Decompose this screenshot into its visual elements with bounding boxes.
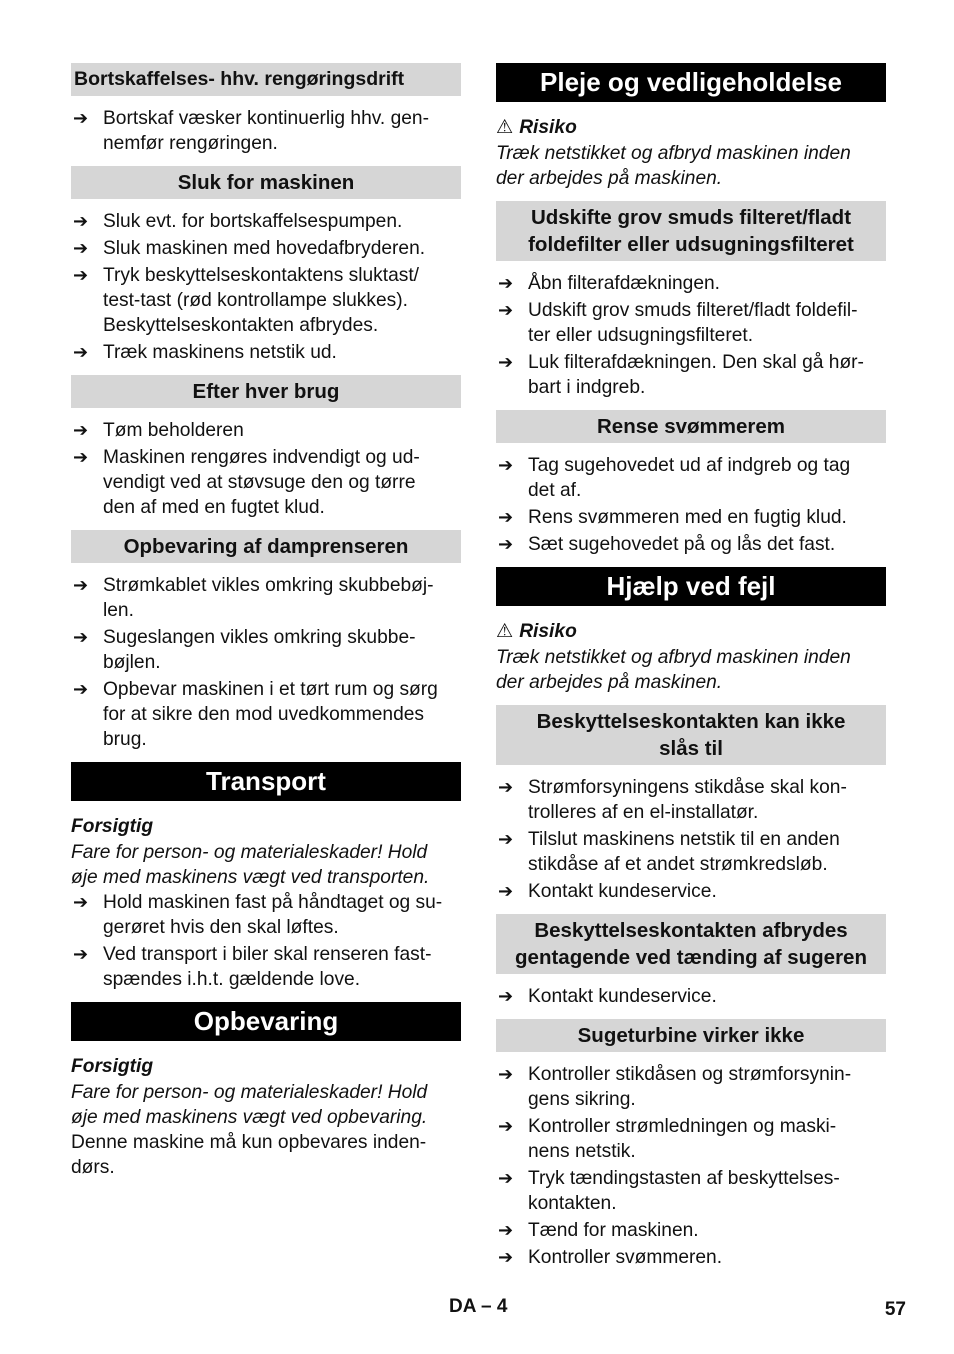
- list-item-text: Kontakt kundeservice.: [528, 881, 717, 902]
- arrow-right-icon: ➔: [73, 892, 89, 912]
- list-item-text: Strømforsyningens stikdåse skal kon- trolleres af en el-installatør.: [528, 777, 847, 823]
- list-item: [496, 1114, 886, 1164]
- list-item: [71, 573, 461, 623]
- list-item: [496, 879, 886, 904]
- list-item: [496, 532, 886, 557]
- list-item: [71, 209, 461, 234]
- list-item-text: Tryk tændingstasten af beskyttelses- kontakten.: [528, 1168, 840, 1214]
- list-item: [496, 1062, 886, 1112]
- arrow-right-icon: ➔: [73, 679, 89, 699]
- arrow-right-icon: ➔: [73, 238, 89, 258]
- list-item: [71, 625, 461, 675]
- heading-transport: Transport: [71, 762, 461, 801]
- arrow-right-icon: ➔: [498, 1116, 514, 1136]
- list-item: [496, 984, 886, 1009]
- storage-note: Denne maskine må kun opbevares inden- dørs.: [71, 1132, 427, 1178]
- list-item-text: Tryk beskyttelseskontaktens sluktast/ test-tast (rød kontrollampe slukkes). Beskyttelseskontakten afbrydes.: [103, 265, 420, 336]
- list-item-text: Strømkablet vikles omkring skubbebøj- len.: [103, 575, 434, 621]
- arrow-right-icon: ➔: [498, 300, 514, 320]
- arrow-right-icon: ➔: [498, 352, 514, 372]
- warning-triangle-icon: ⚠: [496, 117, 514, 138]
- heading-turbine: Sugeturbine virker ikke: [496, 1019, 886, 1052]
- arrow-right-icon: ➔: [498, 777, 514, 797]
- arrow-right-icon: ➔: [498, 1220, 514, 1240]
- list-item: [71, 445, 461, 520]
- heading-clean-float: Rense svømmerem: [496, 410, 886, 443]
- list-switch-wont-turn-on: [496, 775, 886, 904]
- list-item: [496, 1218, 886, 1243]
- list-disposal: [71, 106, 461, 156]
- heading-switch-trips: Beskyttelseskontakten afbrydes gentagende ved tænding af sugeren: [496, 914, 886, 974]
- list-item-text: Kontroller stikdåsen og strømforsynin- gens sikring.: [528, 1064, 852, 1110]
- list-item: [496, 1245, 886, 1270]
- list-switch-trips: [496, 984, 886, 1009]
- list-item-text: Sugeslangen vikles omkring skubbe- bøjlen.: [103, 627, 416, 673]
- arrow-right-icon: ➔: [498, 455, 514, 475]
- heading-after-use: Efter hver brug: [71, 375, 461, 408]
- list-item: [496, 350, 886, 400]
- list-item: [71, 890, 461, 940]
- arrow-right-icon: ➔: [73, 211, 89, 231]
- list-item: [71, 942, 461, 992]
- arrow-right-icon: ➔: [73, 575, 89, 595]
- arrow-right-icon: ➔: [498, 881, 514, 901]
- arrow-right-icon: ➔: [498, 1168, 514, 1188]
- heading-replace-filter: Udskifte grov smuds filteret/fladt foldefilter eller udsugningsfilteret: [496, 201, 886, 261]
- right-column: [496, 63, 886, 1280]
- list-item-text: Sluk evt. for bortskaffelsespumpen.: [103, 211, 403, 232]
- arrow-right-icon: ➔: [73, 627, 89, 647]
- list-item-text: Opbevar maskinen i et tørt rum og sørg for at sikre den mod uvedkommendes brug.: [103, 679, 438, 750]
- list-item: [496, 775, 886, 825]
- caution-text-transport: Fare for person- og materialeskader! Hold øje med maskinens vægt ved transporten.: [71, 842, 430, 888]
- arrow-right-icon: ➔: [498, 507, 514, 527]
- arrow-right-icon: ➔: [498, 534, 514, 554]
- arrow-right-icon: ➔: [73, 447, 89, 467]
- list-item-text: Rens svømmeren med en fugtig klud.: [528, 507, 847, 528]
- list-item: [71, 418, 461, 443]
- arrow-right-icon: ➔: [498, 829, 514, 849]
- heading-troubleshooting: Hjælp ved fejl: [496, 567, 886, 606]
- heading-switch-wont-turn-on: Beskyttelseskontakten kan ikke slås til: [496, 705, 886, 765]
- list-item-text: Ved transport i biler skal renseren fast- spændes i.h.t. gældende love.: [103, 944, 432, 990]
- list-item-text: Udskift grov smuds filteret/fladt foldefil- ter eller udsugningsfilteret.: [528, 300, 858, 346]
- footer-page-number: 57: [884, 1299, 906, 1320]
- list-transport: [71, 890, 461, 992]
- list-item-text: Sæt sugehovedet på og lås det fast.: [528, 534, 836, 555]
- heading-storage-steam: Opbevaring af damprenseren: [71, 530, 461, 563]
- heading-shutdown: Sluk for maskinen: [71, 166, 461, 199]
- arrow-right-icon: ➔: [498, 1064, 514, 1084]
- list-item-text: Åbn filterafdækningen.: [528, 273, 720, 294]
- list-shutdown: [71, 209, 461, 365]
- list-item-text: Hold maskinen fast på håndtaget og su- gerøret hvis den skal løftes.: [103, 892, 443, 938]
- list-item-text: Kontroller strømledningen og maski- nens netstik.: [528, 1116, 837, 1162]
- list-item: [71, 106, 461, 156]
- list-clean-float: [496, 453, 886, 557]
- list-item-text: Luk filterafdækningen. Den skal gå hør- bart i indgreb.: [528, 352, 864, 398]
- list-item: [496, 505, 886, 530]
- arrow-right-icon: ➔: [498, 1247, 514, 1267]
- list-item: [71, 236, 461, 261]
- list-item-text: Kontakt kundeservice.: [528, 986, 717, 1007]
- list-item-text: Tilslut maskinens netstik til en anden stikdåse af et andet strømkredsløb.: [528, 829, 840, 875]
- arrow-right-icon: ➔: [73, 944, 89, 964]
- heading-care: Pleje og vedligeholdelse: [496, 63, 886, 102]
- list-storage-steam: [71, 573, 461, 752]
- list-item: [71, 340, 461, 365]
- arrow-right-icon: ➔: [73, 420, 89, 440]
- caution-title-storage: Forsigtig: [71, 1056, 154, 1077]
- left-column: [71, 63, 461, 1180]
- list-item: [71, 263, 461, 338]
- risk-title-care-label: Risiko: [519, 117, 577, 138]
- list-item-text: Bortskaf væsker kontinuerlig hhv. gen- nemfør rengøringen.: [103, 108, 429, 154]
- risk-text-care: Træk netstikket og afbryd maskinen inden der arbejdes på maskinen.: [496, 143, 851, 189]
- warning-triangle-icon: ⚠: [496, 621, 514, 642]
- list-item: [496, 453, 886, 503]
- list-item: [496, 1166, 886, 1216]
- caution-title-transport: Forsigtig: [71, 816, 154, 837]
- list-replace-filter: [496, 271, 886, 400]
- list-item: [496, 298, 886, 348]
- list-item: [496, 827, 886, 877]
- list-item-text: Maskinen rengøres indvendigt og ud- vendigt ved at støvsuge den og tørre den af med en fugtet klud.: [103, 447, 420, 518]
- caution-text-storage: Fare for person- og materialeskader! Hold øje med maskinens vægt ved opbevaring.: [71, 1082, 428, 1128]
- list-item: [496, 271, 886, 296]
- arrow-right-icon: ➔: [73, 108, 89, 128]
- footer-section-label: DA – 4: [449, 1296, 508, 1317]
- list-item-text: Tag sugehovedet ud af indgreb og tag det af.: [528, 455, 851, 501]
- heading-storage: Opbevaring: [71, 1002, 461, 1041]
- list-turbine: [496, 1062, 886, 1270]
- arrow-right-icon: ➔: [498, 986, 514, 1006]
- list-item-text: Sluk maskinen med hovedafbryderen.: [103, 238, 426, 259]
- list-item-text: Træk maskinens netstik ud.: [103, 342, 337, 363]
- heading-disposal: Bortskaffelses- hhv. rengøringsdrift: [71, 63, 461, 96]
- list-item-text: Tøm beholderen: [103, 420, 244, 441]
- list-item: [71, 677, 461, 752]
- risk-title-troubleshooting-label: Risiko: [519, 621, 577, 642]
- list-item-text: Kontroller svømmeren.: [528, 1247, 723, 1268]
- list-item-text: Tænd for maskinen.: [528, 1220, 699, 1241]
- arrow-right-icon: ➔: [73, 342, 89, 362]
- arrow-right-icon: ➔: [498, 273, 514, 293]
- risk-text-troubleshooting: Træk netstikket og afbryd maskinen inden der arbejdes på maskinen.: [496, 647, 851, 693]
- list-after-use: [71, 418, 461, 520]
- risk-title-care: [496, 115, 886, 141]
- risk-title-troubleshooting: [496, 619, 886, 645]
- arrow-right-icon: ➔: [73, 265, 89, 285]
